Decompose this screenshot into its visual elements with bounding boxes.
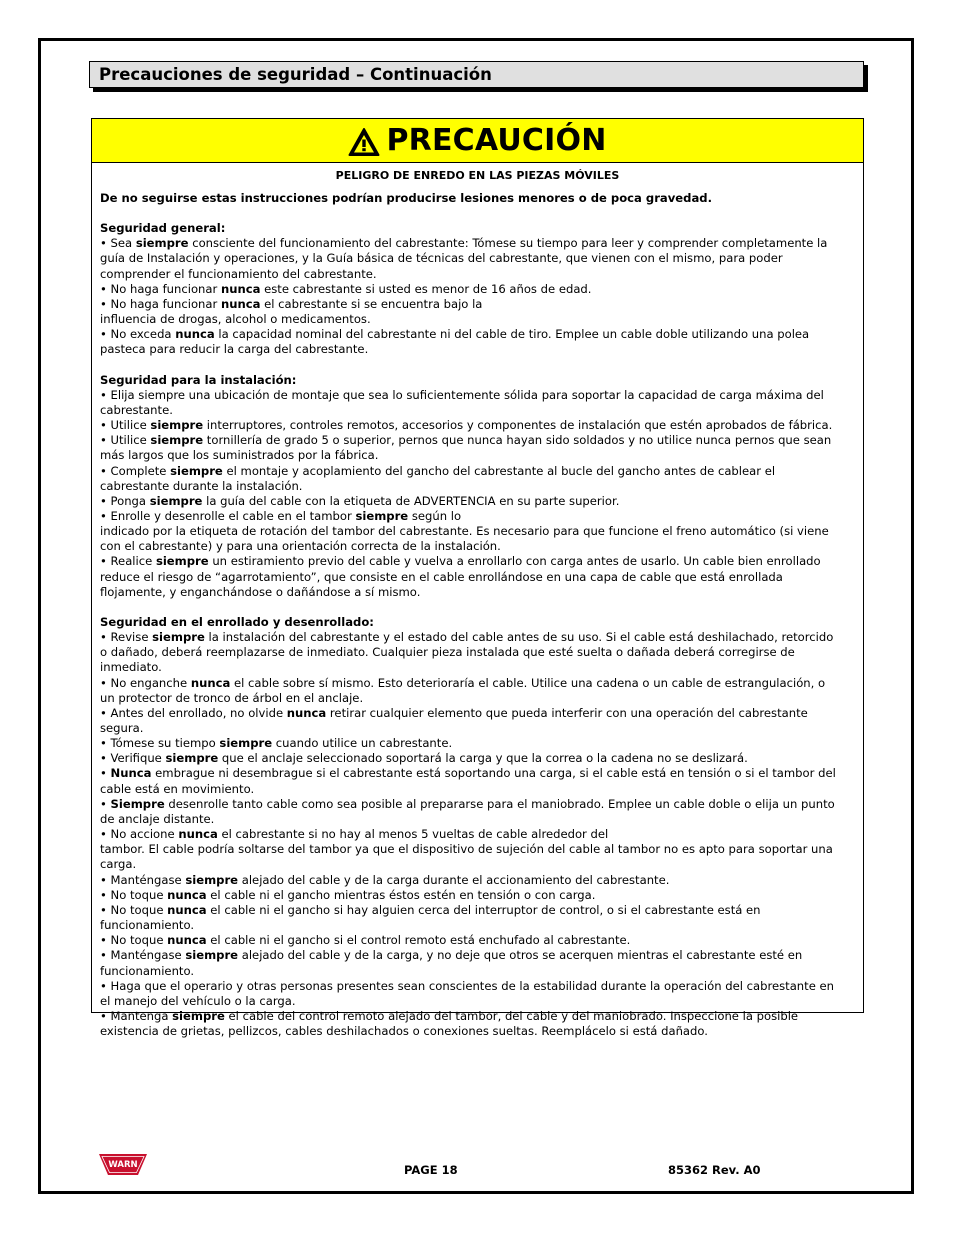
bullet-text: interruptores, controles remotos, accesorios y componentes de instalación que estén aprobados de fábrica.: [203, 418, 833, 433]
bullet-text: • Sea: [100, 236, 136, 251]
emphasis-word: siempre: [135, 236, 189, 251]
bullet-item: [100, 554, 840, 599]
emphasis-word: siempre: [152, 630, 205, 645]
bullet-text: el cable ni el gancho si el control remoto está enchufado al cabrestante.: [206, 933, 631, 948]
bullet-item: [100, 297, 840, 312]
bullet-text: • No toque: [100, 902, 168, 917]
bullet-item: [100, 873, 840, 888]
bullet-text: • Ponga: [100, 493, 150, 508]
bullet-item: [100, 827, 840, 842]
bullet-item: [100, 282, 840, 297]
bullet-text: • Manténgase: [100, 872, 186, 887]
bullet-text: • No enganche: [100, 675, 191, 690]
bullet-item: [100, 524, 840, 554]
bullet-text: alejado del cable y de la carga, y no deje que otros se acerquen mientras el cabrestante esté en funcionamiento.: [100, 948, 803, 978]
bullet-text: un estiramiento previo del cable y vuelva a enrollarlo con carga antes de usarlo. Un cable bien enrollado reduce el riesgo de “agarrotamiento”, que consiste en el cable enrollándose en una capa de cable que está enrollada flojamente, y enganchándose o dañándose a sí mismo.: [100, 554, 821, 599]
bullet-text: el cable ni el gancho si hay alguien cerca del interruptor de control, o si el cabrestante está en funcionamiento.: [100, 902, 761, 933]
bullet-item: [100, 312, 840, 327]
emphasis-word: siempre: [355, 508, 409, 523]
bullet-text: según lo: [408, 508, 462, 523]
bullet-text: retirar cualquier elemento que pueda interferir con una operación del cabrestante segura.: [100, 705, 808, 735]
bullet-text: • Enrolle y desenrolle el cable en el tambor: [100, 508, 356, 523]
bullet-text: • Mantenga: [100, 1008, 173, 1023]
emphasis-word: nunca: [190, 675, 231, 690]
bullet-text: el cable ni el gancho mientras éstos estén en tensión o con carga.: [206, 887, 596, 902]
intro-warning: De no seguirse estas instrucciones podrían producirse lesiones menores o de poca gravedad.: [100, 191, 712, 205]
bullet-item: [100, 327, 840, 357]
emphasis-word: siempre: [219, 736, 273, 751]
page-number: PAGE 18: [404, 1163, 458, 1177]
emphasis-word: siempre: [155, 554, 209, 569]
bullet-item: [100, 1009, 840, 1039]
bullet-text: • Tómese su tiempo: [100, 736, 220, 751]
bullet-text: cuando utilice un cabrestante.: [272, 736, 453, 751]
spooling-heading: Seguridad en el enrollado y desenrollado:: [100, 614, 374, 629]
bullet-item: [100, 630, 840, 675]
bullet-item: [100, 751, 840, 766]
bullet-item: [100, 766, 840, 796]
bullet-text: • Antes del enrollado, no olvide: [100, 705, 287, 720]
bullet-item: [100, 236, 840, 281]
emphasis-word: nunca: [220, 296, 261, 311]
bullet-item: [100, 842, 840, 872]
emphasis-word: siempre: [185, 872, 239, 887]
bullet-item: [100, 888, 840, 903]
bullet-text: • No toque: [100, 933, 168, 948]
emphasis-word: Siempre: [110, 796, 165, 811]
bullet-text: consciente del funcionamiento del cabrestante: Tómese su tiempo para leer y comprender completamente la guía de Instalación y operaciones, y la Guía básica de técnicas del cabrestante, que vienen con el mismo, para poder comprender el funcionamiento del cabrestante.: [100, 236, 828, 281]
installation-heading: Seguridad para la instalación:: [100, 372, 297, 387]
emphasis-word: nunca: [167, 887, 207, 902]
emphasis-word: nunca: [286, 705, 327, 720]
logo-text: WARN: [108, 1160, 138, 1170]
spooling-list: [100, 630, 840, 1039]
emphasis-word: nunca: [167, 933, 207, 948]
general-heading: Seguridad general:: [100, 221, 226, 236]
bullet-text: desenrolle tanto cable como sea posible al prepararse para el maniobrado. Emplee un cable doble o elija un punto de anclaje distante.: [100, 796, 835, 826]
bullet-text: indicado por la etiqueta de rotación del tambor del cabrestante. Es necesario para que funcione el freno automático (si viene con el cabrestante) y para una orientación correcta de la instalación.: [100, 524, 829, 554]
bullet-item: [100, 418, 840, 433]
bullet-item: [100, 979, 840, 1009]
caution-title: PRECAUCIÓN: [386, 123, 607, 158]
emphasis-word: nunca: [220, 281, 261, 296]
bullet-text: el cabrestante si se encuentra bajo la: [260, 296, 483, 311]
emphasis-word: Nunca: [110, 766, 152, 781]
bullet-text: • Utilice: [100, 418, 151, 433]
bullet-text: tambor. El cable podría soltarse del tambor ya que el dispositivo de sujeción del cable al tambor no es apto para soportar una carga.: [100, 842, 833, 872]
caution-content: [100, 191, 840, 1039]
bullet-text: este cabrestante si usted es menor de 16 años de edad.: [260, 281, 592, 296]
bullet-item: [100, 388, 840, 418]
bullet-item: [100, 433, 840, 463]
bullet-text: •: [100, 796, 111, 811]
bullet-text: la instalación del cabrestante y el estado del cable antes de su uso. Si el cable está deshilachado, retorcido o dañado, deberá reemplazarse de inmediato. Cualquier pieza instalada que esté suelta o dañada deberá corregirse de inmediato.: [100, 630, 834, 675]
warn-logo: [98, 1151, 148, 1177]
bullet-text: • Utilice: [100, 433, 151, 448]
bullet-text: • No exceda: [100, 327, 176, 342]
bullet-text: • Realice: [100, 554, 156, 569]
bullet-item: [100, 903, 840, 933]
bullet-item: [100, 797, 840, 827]
emphasis-word: siempre: [150, 433, 204, 448]
hazard-subtitle: PELIGRO DE ENREDO EN LAS PIEZAS MÓVILES: [335, 169, 620, 182]
bullet-text: • Elija siempre una ubicación de montaje que sea lo suficientemente sólida para soportar la capacidad de carga máxima del cabrestante.: [100, 387, 824, 417]
bullet-text: influencia de drogas, alcohol o medicamentos.: [100, 312, 371, 327]
bullet-item: [100, 464, 840, 494]
section-title: Precauciones de seguridad – Continuación: [99, 65, 492, 84]
bullet-text: • No haga funcionar: [100, 296, 221, 311]
bullet-text: • Verifique: [100, 751, 166, 766]
warning-triangle-icon: [348, 127, 380, 157]
bullet-text: tornillería de grado 5 o superior, pernos que nunca hayan sido soldados y no utilice nunca pernos que sean más largos que los suministrados por la fábrica.: [100, 433, 832, 463]
bullet-text: el cable sobre sí mismo. Esto deterioraría el cable. Utilice una cadena o un cable de estrangulación, o un protector de tronco de árbol en el anclaje.: [100, 675, 826, 705]
bullet-text: • No haga funcionar: [100, 281, 221, 296]
emphasis-word: siempre: [172, 1008, 225, 1023]
bullet-text: •: [100, 766, 111, 781]
bullet-item: [100, 676, 840, 706]
emphasis-word: siempre: [149, 493, 203, 508]
bullet-text: la capacidad nominal del cabrestante ni del cable de tiro. Emplee un cable doble utilizando una polea pasteca para reducir la carga del cabrestante.: [100, 327, 810, 357]
emphasis-word: siempre: [165, 751, 219, 766]
bullet-item: [100, 933, 840, 948]
bullet-item: [100, 509, 840, 524]
bullet-text: el montaje y acoplamiento del gancho del cabrestante al bucle del gancho antes de cablear el cabrestante durante la instalación.: [100, 463, 776, 493]
bullet-text: que el anclaje seleccionado soportará la carga y que la correa o la cadena no se deslizará.: [218, 751, 748, 766]
bullet-text: • Manténgase: [100, 948, 186, 963]
bullet-item: [100, 736, 840, 751]
caution-box: [91, 118, 864, 1039]
emphasis-word: nunca: [178, 827, 218, 842]
bullet-text: • Haga que el operario y otras personas presentes sean conscientes de la estabilidad durante la operación del cabrestante en el manejo del vehículo o la carga.: [100, 978, 835, 1008]
emphasis-word: siempre: [150, 418, 204, 433]
bullet-text: el cabrestante si no hay al menos 5 vueltas de cable alrededor del: [217, 827, 609, 842]
emphasis-word: siempre: [185, 948, 239, 963]
bullet-text: • No toque: [100, 887, 168, 902]
bullet-item: [100, 494, 840, 509]
bullet-text: embrague ni desembrague si el cabrestante está soportando una carga, si el cable está en tensión o si el tambor del cable está en movimiento.: [100, 766, 836, 796]
bullet-text: • Revise: [100, 630, 153, 645]
section-header: [89, 61, 864, 88]
bullet-text: alejado del cable y de la carga durante el accionamiento del cabrestante.: [238, 872, 670, 887]
general-list: [100, 236, 840, 357]
document-revision: 85362 Rev. A0: [668, 1163, 761, 1177]
bullet-text: • Complete: [100, 463, 171, 478]
emphasis-word: nunca: [167, 902, 207, 917]
installation-list: [100, 388, 840, 600]
bullet-text: • No accione: [100, 827, 179, 842]
emphasis-word: siempre: [170, 463, 223, 478]
bullet-item: [100, 948, 840, 978]
bullet-text: el cable del control remoto alejado del tambor, del cable y del maniobrado. Inspeccione la posible existencia de grietas, pellizcos, cables deshilachados o conexiones sueltas. Reemplácelo si está dañado.: [100, 1008, 799, 1039]
caution-banner: [92, 119, 863, 163]
bullet-text: la guía del cable con la etiqueta de ADVERTENCIA en su parte superior.: [202, 493, 620, 508]
bullet-item: [100, 706, 840, 736]
emphasis-word: nunca: [175, 327, 215, 342]
